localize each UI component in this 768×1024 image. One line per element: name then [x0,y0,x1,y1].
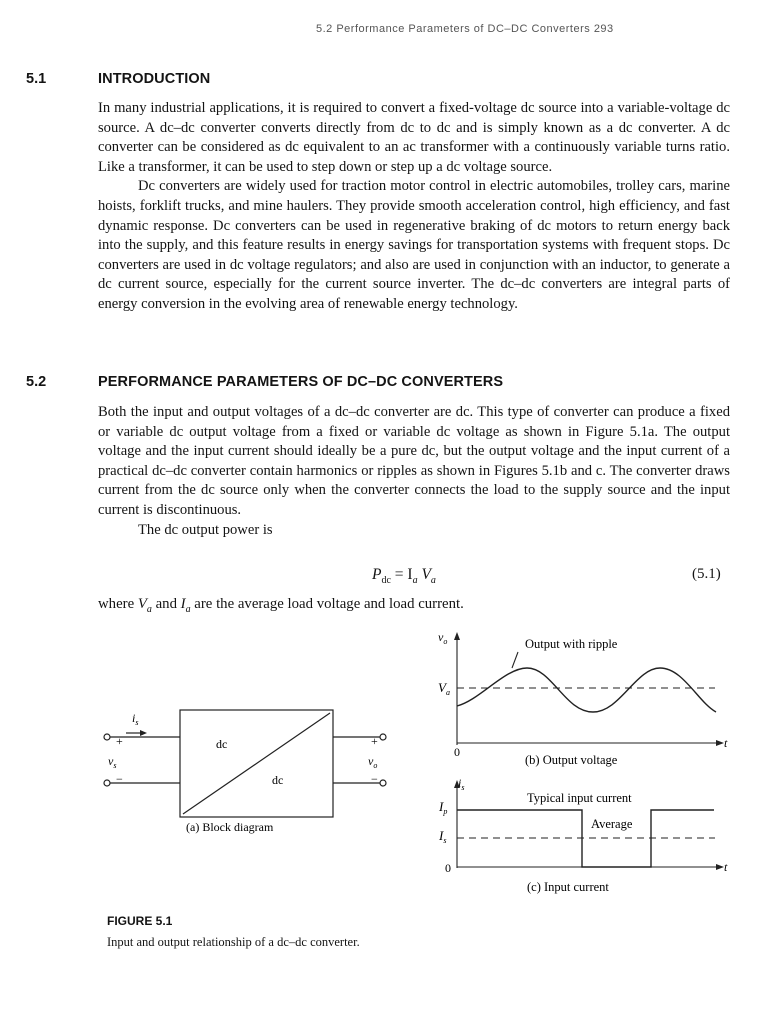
section-title: PERFORMANCE PARAMETERS OF DC–DC CONVERTERS [98,374,504,390]
ip-label: $I_p$ [439,799,448,816]
x-axis-arrowhead [716,864,724,870]
figure-title: FIGURE 5.1 [107,914,173,928]
block-caption: (a) Block diagram [186,820,274,834]
equation: $P_{dc} = I_a$ $V_a$ [372,566,436,587]
is-avg-label: $I_s$ [439,828,447,845]
dc-input-label: dc [216,737,228,751]
output-minus: − [371,772,378,786]
where-line: where $V_a$ and $I_a$ are the average load voltage and load current. [98,596,464,615]
paragraph: The dc output power is [138,521,273,538]
input-minus: − [116,772,123,786]
input-current-label: $i_s$ [132,711,139,727]
vo-axis-label: $v_o$ [438,630,448,646]
dc-output-label: dc [272,773,284,787]
output-caption: (b) Output voltage [525,753,618,767]
paragraph: Dc converters are widely used for traction motor control in electric automobiles, trolley cars, marine hoists, forklift trucks, and mine haulers. They provide smooth acceleration control, high efficiency, and fast dynamic response. Dc converters can be used in regenerative braking of dc motors to return energy back into the supply, and this feature results in energy savings for transportation systems with frequent stops. Dc converters are used in dc voltage regulators; and also are used in conjunction with an inductor, to generate a dc current source, especially for the current source inverter. The dc–dc converters are integral parts of energy conversion in the evolving area of renewable energy technology. [98,178,730,312]
converter-diagonal [183,713,330,814]
ripple-waveform [457,668,716,712]
t-axis-label: t [724,736,728,750]
origin-label: 0 [445,861,451,875]
paragraph: In many industrial applications, it is required to convert a fixed-voltage dc source into a variable-voltage dc source. A dc–dc converter converts directly from dc to dc and is simply known as a dc converter. A dc converter can be considered as dc equivalent to an ac transformer with a continuously variable turns ratio. Like a transformer, it can be used to step down or step up a dc voltage source. [98,100,730,175]
section-number: 5.2 [26,374,47,390]
t-axis-label: t [724,860,728,874]
x-axis-arrowhead [716,740,724,746]
output-plus: + [371,734,378,748]
block-diagram [104,710,386,817]
input-bottom-terminal [104,780,110,786]
equation-number: (5.1) [692,566,721,582]
is-axis-label: $i_s$ [458,776,465,792]
running-head: 5.2 Performance Parameters of DC–DC Converters 293 [316,23,614,35]
figure-description: Input and output relationship of a dc–dc converter. [107,935,360,949]
section-number: 5.1 [26,71,47,87]
paragraph: Both the input and output voltages of a dc–dc converter are dc. This type of converter can produce a fixed or variable dc output voltage from a fixed or variable dc voltage as shown in Figure 5.1a. The output voltage and the input current should ideally be a pure dc, but the output voltage and the input current of a practical dc–dc converter contain harmonics or ripples as shown in Figures 5.1b and c. The converter draws current from the dc source only when the converter connects the load to the supply source and the input current is discontinuous. [98,404,730,518]
output-bottom-terminal [380,780,386,786]
input-top-terminal [104,734,110,740]
current-arrowhead [140,730,147,736]
output-top-terminal [380,734,386,740]
input-caption: (c) Input current [527,880,609,894]
ripple-annotation: Output with ripple [525,637,618,651]
va-label: $V_a$ [438,680,450,697]
section-title: INTRODUCTION [98,71,211,87]
y-axis-arrowhead [454,632,460,640]
output-voltage-label: $v_o$ [368,754,378,770]
annotation-pointer [512,652,518,668]
average-annotation: Average [591,817,633,831]
input-plus: + [116,734,123,748]
input-voltage-label: $v_s$ [108,754,117,770]
input-annotation: Typical input current [527,791,632,805]
origin-label: 0 [454,745,460,759]
